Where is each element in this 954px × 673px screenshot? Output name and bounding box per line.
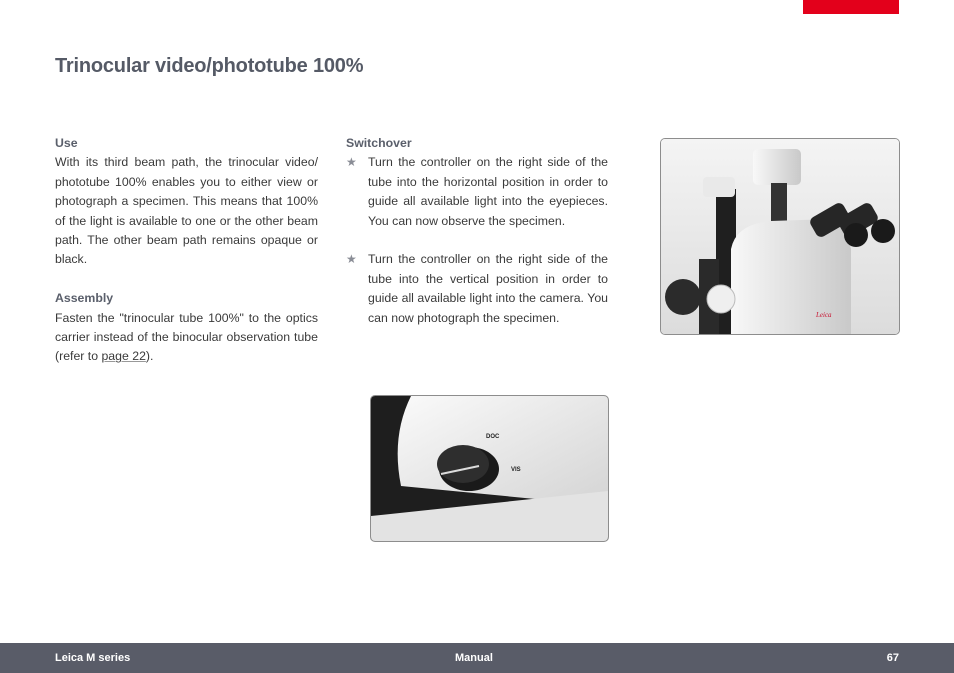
use-heading: Use xyxy=(55,136,78,150)
switchover-item-text: Turn the controller on the right side of the tube into the horizontal position in order to guide all available light into the eyepieces. You can now observe the specimen. xyxy=(368,155,608,228)
brand-accent-tab xyxy=(803,0,899,14)
doc-label: DOC xyxy=(486,434,500,440)
assembly-text-after: ). xyxy=(145,349,154,364)
page-reference-link[interactable]: page 22 xyxy=(101,349,146,364)
star-bullet-icon: ★ xyxy=(346,252,357,267)
switchover-heading: Switchover xyxy=(346,136,412,150)
assembly-text-before: Fasten the "trinocular tube 100%" to the optics carrier instead of the binocular observation tube (refer to xyxy=(55,310,318,364)
vis-label: VIS xyxy=(511,467,521,473)
page-number: 67 xyxy=(886,652,899,664)
controller-closeup-photo xyxy=(370,395,609,542)
footer-series: Leica M series xyxy=(55,652,131,664)
switchover-item-text: Turn the controller on the right side of the tube into the vertical position in order to guide all available light into the camera. You can now photograph the specimen. xyxy=(368,252,608,325)
switchover-item-horizontal xyxy=(346,153,608,231)
assembly-heading: Assembly xyxy=(55,291,114,306)
left-column xyxy=(55,134,318,367)
page-title: Trinocular video/phototube 100% xyxy=(55,55,364,77)
footer-manual: Manual xyxy=(455,652,493,664)
leica-logo-icon: Leica xyxy=(816,311,832,319)
microscope-photo xyxy=(660,138,900,335)
assembly-text xyxy=(55,309,318,367)
footer-bar xyxy=(0,643,954,673)
star-bullet-icon: ★ xyxy=(346,155,357,170)
switchover-item-vertical xyxy=(346,250,608,328)
use-text: With its third beam path, the trinocular video/ phototube 100% enables you to either view or photograph a specimen. This means that 100% of the light is available to one or the other beam path. The other beam path remains opaque or black. xyxy=(55,155,318,267)
middle-column xyxy=(346,134,608,328)
